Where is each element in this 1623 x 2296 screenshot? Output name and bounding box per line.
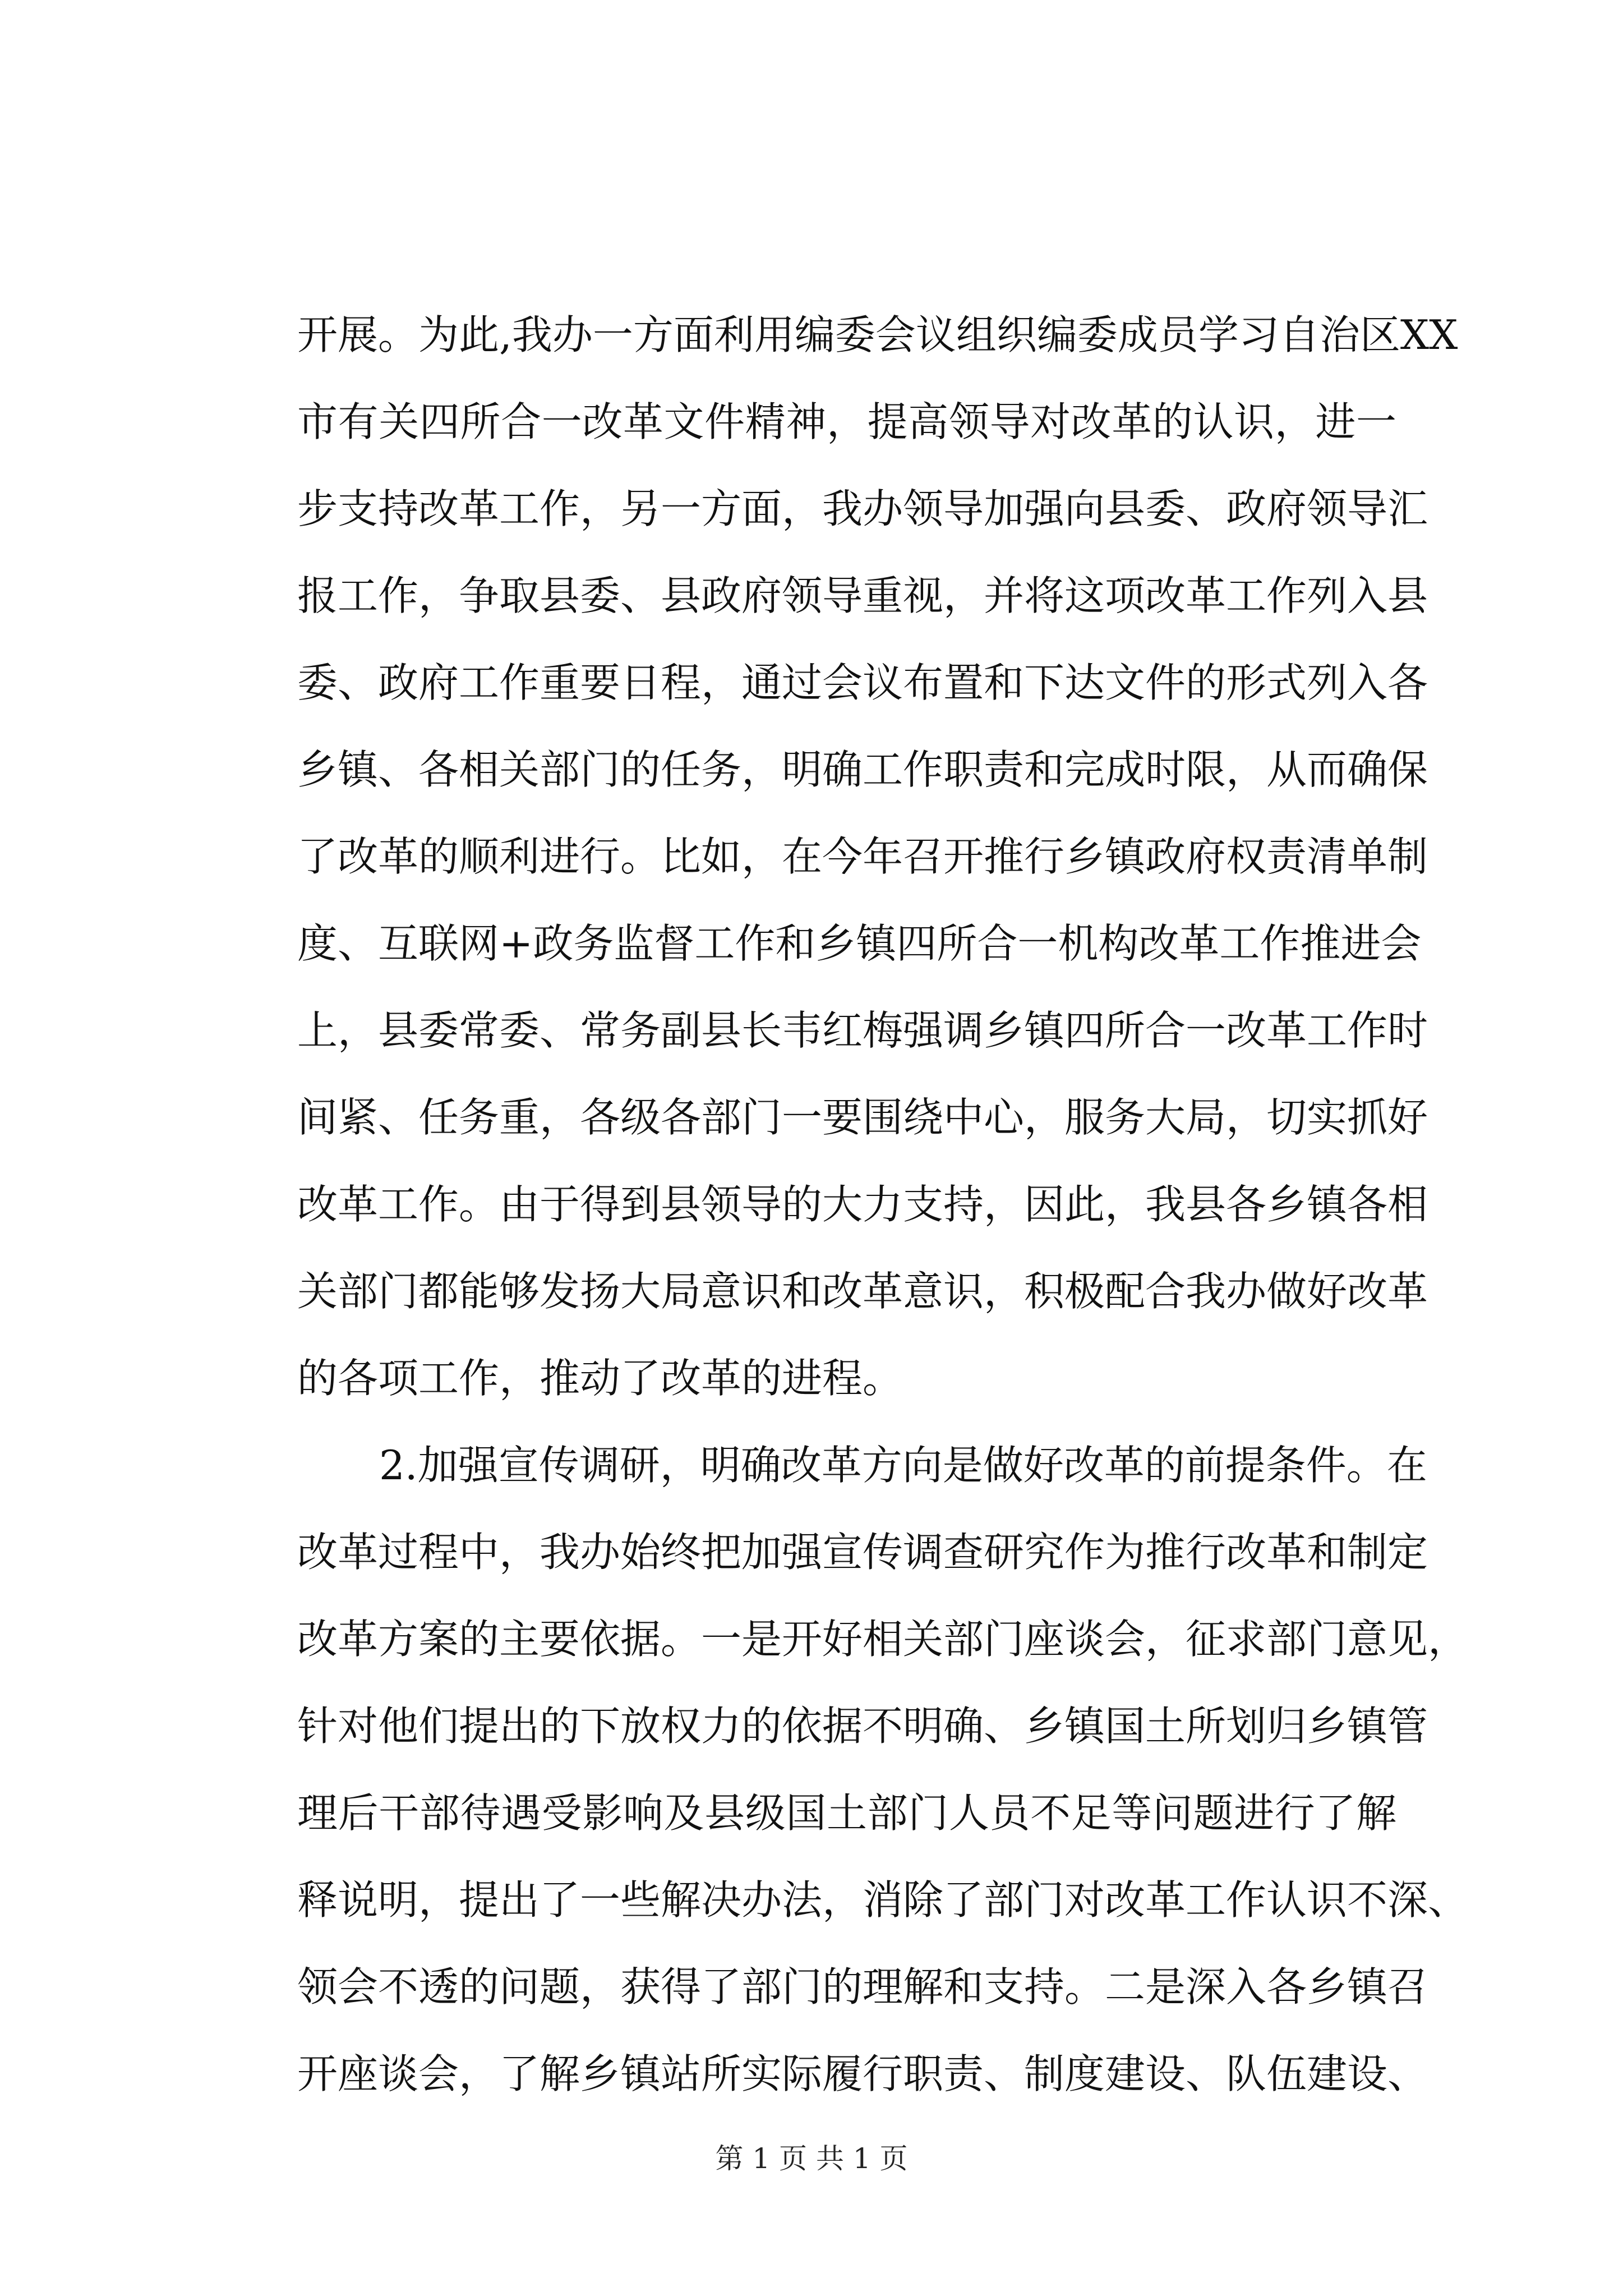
text-line: 改革过程中，我办始终把加强宣传调查研究作为推行改革和制定 — [297, 1529, 1428, 1576]
text-line: 步支持改革工作，另一方面，我办领导加强向县委、政府领导汇 — [297, 485, 1428, 532]
text-line: 市有关四所合一改革文件精神，提高领导对改革的认识，进一 — [297, 398, 1396, 445]
text-line: 间紧、任务重，各级各部门一要围绕中心，服务大局，切实抓好 — [297, 1094, 1428, 1141]
text-line: 开展。为此,我办一方面利用编委会议组织编委成员学习自治区XX — [297, 311, 1458, 358]
text-line: 上，县委常委、常务副县长韦红梅强调乡镇四所合一改革工作时 — [297, 1007, 1428, 1054]
text-line: 领会不透的问题，获得了部门的理解和支持。二是深入各乡镇召 — [297, 1963, 1428, 2010]
text-line: 的各项工作，推动了改革的进程。 — [297, 1355, 903, 1402]
text-line: 度、互联网+政务监督工作和乡镇四所合一机构改革工作推进会 — [297, 920, 1422, 967]
text-line: 了改革的顺利进行。比如，在今年召开推行乡镇政府权责清单制 — [297, 833, 1428, 880]
text-line: 报工作，争取县委、县政府领导重视，并将这项改革工作列入县 — [297, 572, 1428, 619]
text-line: 乡镇、各相关部门的任务，明确工作职责和完成时限，从而确保 — [297, 746, 1428, 793]
document-body — [297, 292, 1469, 2118]
page-number-label: 第 1 页 共 1 页 — [715, 2142, 908, 2175]
text-line: 开座谈会，了解乡镇站所实际履行职责、制度建设、队伍建设、 — [297, 2050, 1428, 2097]
text-line: 委、政府工作重要日程，通过会议布置和下达文件的形式列入各 — [297, 659, 1428, 706]
text-line: 释说明，提出了一些解决办法，消除了部门对改革工作认识不深、 — [297, 1876, 1469, 1924]
paragraph-1 — [297, 292, 1458, 1422]
text-line: 2.加强宣传调研，明确改革方向是做好改革的前提条件。在 — [379, 1442, 1427, 1489]
text-line: 改革工作。由于得到县领导的大力支持，因此，我县各乡镇各相 — [297, 1181, 1428, 1228]
text-line: 关部门都能够发扬大局意识和改革意识，积极配合我办做好改革 — [297, 1268, 1428, 1315]
text-line: 针对他们提出的下放权力的依据不明确、乡镇国土所划归乡镇管 — [297, 1703, 1428, 1750]
paragraph-2 — [297, 1422, 1469, 2118]
page-footer — [0, 2142, 1623, 2175]
text-line: 理后干部待遇受影响及县级国土部门人员不足等问题进行了解 — [297, 1789, 1396, 1837]
text-line: 改革方案的主要依据。一是开好相关部门座谈会，征求部门意见， — [297, 1616, 1469, 1663]
